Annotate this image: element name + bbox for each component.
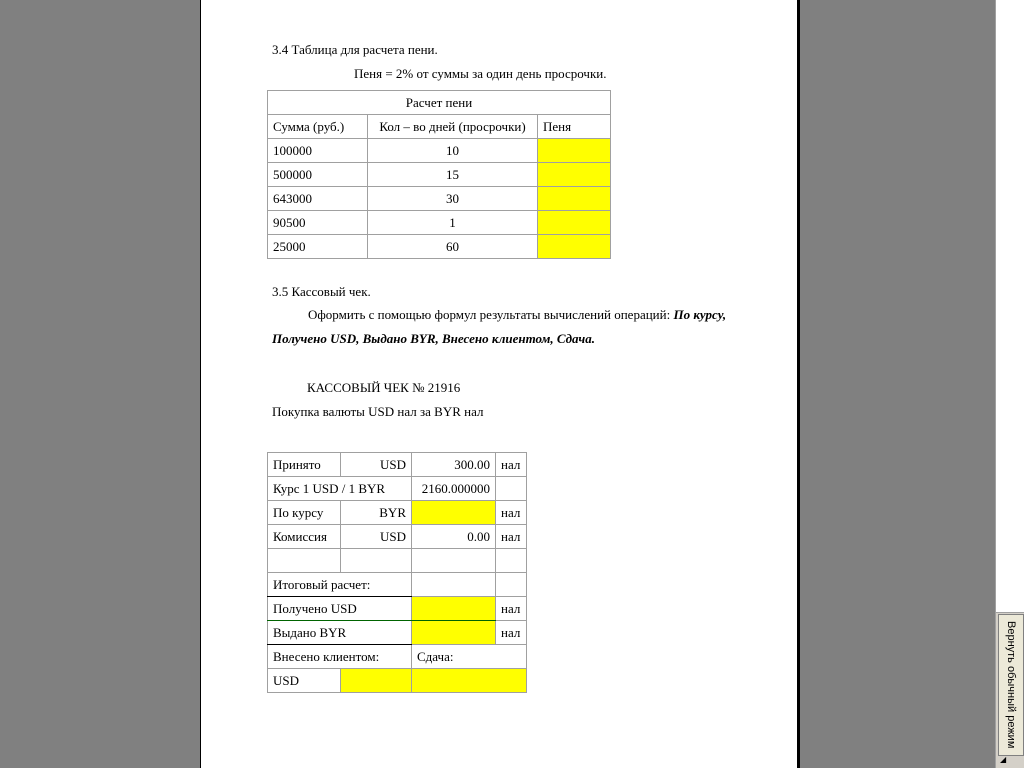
change-value-cell[interactable]	[412, 669, 527, 693]
days-cell[interactable]: 10	[368, 139, 538, 163]
penalty-cell[interactable]	[538, 187, 611, 211]
accepted-currency[interactable]: USD	[341, 453, 412, 477]
accepted-label: Принято	[268, 453, 341, 477]
restore-normal-mode-button[interactable]	[998, 614, 1024, 756]
received-label: Получено USD	[268, 597, 412, 621]
table-row	[268, 645, 527, 669]
penalty-cell[interactable]	[538, 163, 611, 187]
empty-cell[interactable]	[341, 549, 412, 573]
penalty-table	[267, 90, 611, 259]
empty-cell[interactable]	[268, 549, 341, 573]
change-label: Сдача:	[412, 645, 527, 669]
section-heading-3-4: 3.4 Таблица для расчета пени.	[272, 42, 438, 57]
penalty-cell[interactable]	[538, 139, 611, 163]
table-row	[268, 235, 611, 259]
empty-cell[interactable]	[496, 573, 527, 597]
deposited-value-cell[interactable]	[341, 669, 412, 693]
table-row	[268, 211, 611, 235]
penalty-cell[interactable]	[538, 211, 611, 235]
accepted-amount[interactable]: 300.00	[412, 453, 496, 477]
header-penalty: Пеня	[538, 115, 611, 139]
side-panel	[995, 0, 1024, 768]
accepted-type[interactable]: нал	[496, 453, 527, 477]
document-page	[200, 0, 800, 768]
received-type[interactable]: нал	[496, 597, 527, 621]
penalty-table-title: Расчет пени	[268, 91, 611, 115]
section-heading-3-5: 3.5 Кассовый чек.	[272, 284, 371, 299]
sum-cell[interactable]: 643000	[268, 187, 368, 211]
table-row	[268, 501, 527, 525]
side-panel-blank	[996, 0, 1024, 613]
penalty-cell[interactable]	[538, 235, 611, 259]
commission-label: Комиссия	[268, 525, 341, 549]
empty-cell[interactable]	[496, 549, 527, 573]
sum-cell[interactable]: 500000	[268, 163, 368, 187]
deposited-label: Внесено клиентом:	[268, 645, 412, 669]
sum-cell[interactable]: 90500	[268, 211, 368, 235]
receipt-title: КАССОВЫЙ ЧЕК № 21916	[307, 380, 461, 395]
usd-label: USD	[268, 669, 341, 693]
by-rate-value-cell[interactable]	[412, 501, 496, 525]
table-row	[268, 163, 611, 187]
empty-cell[interactable]	[412, 549, 496, 573]
received-value-cell[interactable]	[412, 597, 496, 621]
table-row	[268, 477, 527, 501]
sum-cell[interactable]: 100000	[268, 139, 368, 163]
table-row	[268, 621, 527, 645]
task-text-plain: Оформить с помощью формул результаты вычислений операций:	[308, 307, 671, 322]
task-text-bold-1: По курсу,	[673, 307, 727, 322]
corner-arrow-icon[interactable]: ◢	[1000, 755, 1007, 764]
total-label: Итоговый расчет:	[268, 573, 412, 597]
table-row	[268, 597, 527, 621]
days-cell[interactable]: 60	[368, 235, 538, 259]
days-cell[interactable]: 30	[368, 187, 538, 211]
rate-value[interactable]: 2160.000000	[412, 477, 496, 501]
header-days: Кол – во дней (просрочки)	[368, 115, 538, 139]
issued-label: Выдано BYR	[268, 621, 412, 645]
days-cell[interactable]: 1	[368, 211, 538, 235]
penalty-formula: Пеня = 2% от суммы за один день просрочки.	[354, 66, 607, 81]
issued-value-cell[interactable]	[412, 621, 496, 645]
table-row	[268, 549, 527, 573]
commission-amount[interactable]: 0.00	[412, 525, 496, 549]
issued-type[interactable]: нал	[496, 621, 527, 645]
commission-currency[interactable]: USD	[341, 525, 412, 549]
header-sum: Сумма (руб.)	[268, 115, 368, 139]
table-row	[268, 669, 527, 693]
rate-label: Курс 1 USD / 1 BYR	[268, 477, 412, 501]
table-row	[268, 187, 611, 211]
receipt-subtitle: Покупка валюты USD нал за BYR нал	[272, 404, 484, 419]
days-cell[interactable]: 15	[368, 163, 538, 187]
restore-normal-mode-label: Вернуть обычный режим	[1005, 621, 1017, 749]
table-row	[268, 453, 527, 477]
empty-cell[interactable]	[496, 477, 527, 501]
task-text-line-1	[308, 307, 726, 323]
task-text-bold-2: Получено USD, Выдано BYR, Внесено клиентом, Сдача.	[272, 331, 595, 346]
empty-cell[interactable]	[412, 573, 496, 597]
table-row	[268, 525, 527, 549]
commission-type[interactable]: нал	[496, 525, 527, 549]
sum-cell[interactable]: 25000	[268, 235, 368, 259]
by-rate-type[interactable]: нал	[496, 501, 527, 525]
by-rate-label: По курсу	[268, 501, 341, 525]
table-row	[268, 139, 611, 163]
by-rate-currency[interactable]: BYR	[341, 501, 412, 525]
table-row	[268, 573, 527, 597]
receipt-table	[267, 452, 527, 693]
